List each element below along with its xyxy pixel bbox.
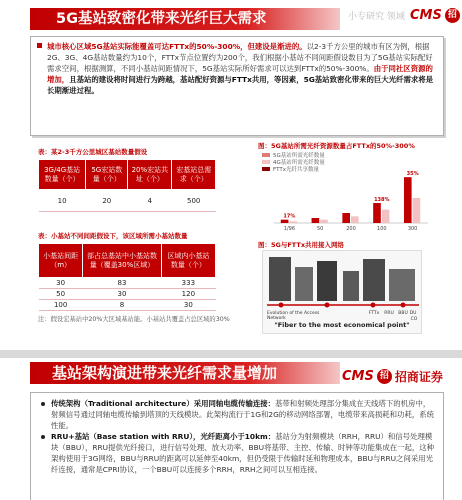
- table1-caption: 表：某2-3千方公里城区基站数量假设: [38, 148, 148, 156]
- slide-title: 基站架构演进带来光纤需求量增加: [30, 362, 340, 384]
- logo-brand: CMS: [410, 8, 442, 23]
- node-icon: [371, 303, 376, 308]
- building-icon: [389, 269, 415, 301]
- chart-bar: [404, 177, 412, 223]
- table-cell: 10: [39, 190, 86, 212]
- chart-bar: [373, 203, 381, 223]
- table-row: [39, 289, 216, 300]
- bullet-icon: [41, 402, 45, 406]
- table-cell: 50: [39, 289, 83, 300]
- table-cell: 8: [83, 300, 161, 311]
- logo-name: 招商证券: [394, 370, 443, 384]
- chart-bar: [289, 221, 297, 223]
- summary-red-tail: 由于同社区资源的增加，: [47, 64, 433, 84]
- diagram-label: CO: [410, 317, 418, 322]
- x-tick-label: 200: [346, 226, 356, 232]
- table-header: 宏基站总需求（个）: [172, 160, 216, 190]
- node-icon: [325, 303, 330, 308]
- table-header: 3G/4G基站数量（个）: [39, 160, 86, 190]
- list-item: [41, 398, 435, 431]
- summary-lead: 城市核心区域5G基站实际能覆盖可达FTTx的50%-300%，但建设是渐进的。: [47, 42, 307, 51]
- diagram-label: DU: [409, 311, 417, 316]
- diagram-label: Evolution of the Access Network: [267, 311, 320, 321]
- chart-bar: [312, 218, 320, 223]
- diagram-label: BBU: [398, 311, 408, 316]
- table-row: [39, 278, 216, 289]
- cms-logo: [342, 368, 443, 385]
- item-body: 基带和射频处理部分集成在天线塔下的机房中，射频信号通过同轴电缆传输到塔顶的天线模块。此架构流行于1G和2G的移动网络部署，电缆带来高损耗和功耗，系统性能。: [51, 399, 435, 430]
- cms-logo: [410, 8, 460, 23]
- table2-caption: 表：小基站不同间距假设下，该区域所需小基站数量: [38, 232, 188, 240]
- logo-seal-icon: 招: [377, 369, 392, 384]
- bullet-icon: [41, 435, 45, 439]
- table-cell: 100: [39, 300, 83, 311]
- chart-bar: [413, 198, 421, 223]
- architecture-content: [30, 392, 444, 500]
- chart-bar: [382, 210, 390, 223]
- table-header: 5G宏站数量（个）: [86, 160, 128, 190]
- summary-box: [30, 36, 444, 136]
- x-tick-label: 50: [317, 226, 324, 232]
- table-row: [39, 190, 216, 212]
- table-cell: 30: [83, 289, 161, 300]
- data-label: 138%: [374, 197, 390, 203]
- table-cell: 500: [172, 190, 216, 212]
- summary-bold-tail: 且基站的建设将时间进行为跨越，基站配好资源与FTTx共用，等因素，5G基站致密化带来的巨大光纤需求将是长期渐进过程。: [47, 75, 434, 95]
- table-cell: 30: [39, 278, 83, 289]
- legend-label: 4G基站所需光纤数量: [273, 160, 325, 166]
- table-cell: 4: [128, 190, 172, 212]
- building-icon: [295, 267, 313, 301]
- chart-bar: [342, 213, 350, 223]
- diagram-caption: 图：5G与FTTx共用接入网络: [258, 241, 345, 249]
- node-icon: [279, 303, 284, 308]
- access-network-diagram: [262, 250, 422, 334]
- base-station-table: [38, 159, 216, 212]
- item-body: 基站分为射频模块（RRH，RRU）和信号处理模块（BBU），RRU提供光纤接口，进行信号处理、放大功率、BBU将基带、主控、传输、时钟等功能集成在一起，这种架构使用于3G网络，BBU与RRU的距离可以延伸至40km，但仍受限于传输时延和物理成本，BBU与RRU之间采用光纤连接，通常是CPRI协议，一个BBU可以连接多个RRH，RRH之间可以互相连接。: [51, 432, 435, 474]
- slide-architecture: [0, 358, 462, 500]
- table-cell: 120: [161, 289, 215, 300]
- logo-seal-icon: 招: [445, 8, 460, 23]
- node-icon: [401, 303, 406, 308]
- table-cell: 333: [161, 278, 215, 289]
- chart-caption: 图：5G基站所需光纤资源数量占FTTx的50%-300%: [258, 142, 415, 150]
- table-header: 小基站间距（m）: [39, 244, 83, 278]
- slide-title: 5G基站致密化带来光纤巨大需求: [30, 8, 340, 30]
- x-tick-label: 100: [377, 226, 387, 232]
- building-icon: [363, 259, 385, 301]
- legend-label: FTTx光纤共享数量: [273, 167, 319, 173]
- building-icon: [269, 257, 291, 301]
- item-heading: RRU+基站（Base station with RRU），光纤距离小于10km：: [51, 432, 276, 441]
- chart-bar: [281, 220, 289, 223]
- data-label: 35%: [406, 171, 419, 178]
- x-tick-label: 1/96: [283, 226, 296, 232]
- legend-label: 5G基站所需光纤数量: [273, 153, 325, 159]
- building-icon: [317, 261, 337, 301]
- table-cell: 20: [86, 190, 128, 212]
- bullet-icon: [37, 43, 42, 48]
- table-header: 部占总基站中小基站数量（覆盖30%区域）: [83, 244, 161, 278]
- diagram-label: RRU: [384, 311, 394, 316]
- logo-brand: CMS: [342, 369, 374, 384]
- diagram-label: FTTx: [368, 311, 380, 316]
- fiber-demand-chart: [256, 151, 436, 233]
- list-item: [41, 431, 435, 475]
- watermark-text: 小专研究 领域: [348, 12, 405, 22]
- table-note: 注：假设宏基站中20%大区域基站能。小基站共覆盖占总区域的30%: [38, 316, 230, 323]
- item-heading: 传统架构（Traditional architecture）采用同轴电缆传输连接：: [51, 399, 276, 408]
- x-tick-label: 300: [407, 226, 418, 232]
- data-label: 17%: [283, 213, 296, 220]
- summary-body: 以2-3千方公里的城市有区为例，根据2G、3G、4G基站数量约为10个，FTTx节点位置约为200个，我们根据小基站不同间距假设数目为了5G基站实际配好需求空间，根据测算，不同小基站间距情况下，5G基站实际所好需求可以达到FTTx的50%-300%。: [47, 42, 433, 73]
- slide-separator: [0, 350, 462, 358]
- building-icon: [343, 271, 359, 301]
- table-cell: 30: [161, 300, 215, 311]
- table-header: 区域内小基站数量（个）: [161, 244, 215, 278]
- chart-bar: [351, 216, 359, 223]
- table-header: 20%宏站共址（个）: [128, 160, 172, 190]
- diagram-quote: "Fiber to the most economical point": [274, 321, 410, 329]
- table-cell: 83: [83, 278, 161, 289]
- small-cell-table: [38, 243, 216, 311]
- chart-bar: [320, 220, 328, 223]
- table-row: [39, 300, 216, 311]
